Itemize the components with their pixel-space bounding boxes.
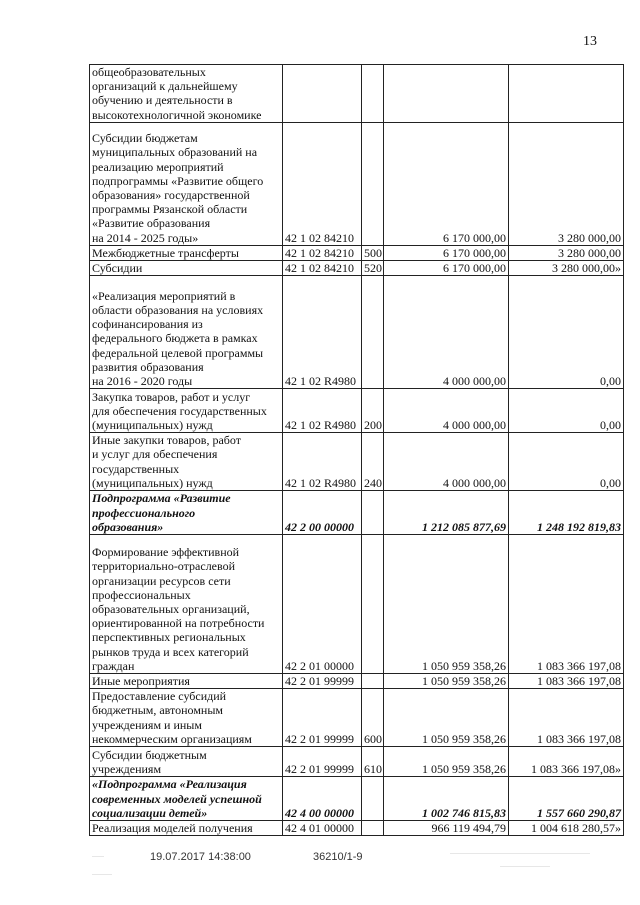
row-name: общеобразовательных организаций к дальнейшему обучению и деятельности в высокотехнологичной экономике	[90, 65, 283, 123]
row-vr-code: 240	[362, 433, 384, 491]
row-sum-second: 1 557 660 290,87	[509, 777, 624, 821]
row-name: Иные закупки товаров, работ и услуг для обеспечения государственных (муниципальных) нужд	[90, 433, 283, 491]
row-csr-code	[283, 65, 362, 123]
row-sum-second: 0,00	[509, 276, 624, 389]
row-sum-second: 1 083 366 197,08»	[509, 747, 624, 777]
row-vr-code	[362, 674, 384, 689]
table-row	[90, 674, 624, 689]
scan-smudge	[450, 853, 590, 854]
row-vr-code: 520	[362, 261, 384, 276]
row-sum-second: 3 280 000,00	[509, 245, 624, 260]
row-sum-first: 1 050 959 358,26	[384, 674, 509, 689]
row-sum-first: 1 002 746 815,83	[384, 777, 509, 821]
row-name: Формирование эффективной территориально-отраслевой организации ресурсов сети профессиональных образовательных организаций, ориентированной на потребности перспективных региональных рынков труда и всех категорий граждан	[90, 535, 283, 674]
table-row	[90, 535, 624, 674]
table-row	[90, 276, 624, 389]
row-csr-code: 42 2 01 99999	[283, 747, 362, 777]
row-vr-code	[362, 821, 384, 836]
row-sum-second: 1 083 366 197,08	[509, 535, 624, 674]
row-sum-second: 1 083 366 197,08	[509, 689, 624, 747]
row-csr-code: 42 4 00 00000	[283, 777, 362, 821]
row-vr-code	[362, 535, 384, 674]
row-sum-second: 3 280 000,00»	[509, 261, 624, 276]
row-csr-code: 42 1 02 R4980	[283, 389, 362, 433]
scan-smudge	[500, 866, 550, 867]
row-csr-code: 42 2 01 99999	[283, 674, 362, 689]
row-sum-first: 4 000 000,00	[384, 389, 509, 433]
row-name: Межбюджетные трансферты	[90, 245, 283, 260]
table-row	[90, 122, 624, 245]
row-sum-first: 6 170 000,00	[384, 245, 509, 260]
budget-table-body	[90, 65, 624, 836]
row-sum-second: 1 083 366 197,08	[509, 674, 624, 689]
table-row	[90, 245, 624, 260]
row-csr-code: 42 2 01 00000	[283, 535, 362, 674]
row-vr-code: 600	[362, 689, 384, 747]
scan-smudge	[92, 856, 104, 857]
row-name: Иные мероприятия	[90, 674, 283, 689]
table-row	[90, 65, 624, 123]
row-sum-second	[509, 65, 624, 123]
row-vr-code	[362, 65, 384, 123]
row-name: Реализация моделей получения	[90, 821, 283, 836]
table-row	[90, 747, 624, 777]
table-row	[90, 491, 624, 535]
row-sum-first: 1 050 959 358,26	[384, 689, 509, 747]
row-sum-first: 1 050 959 358,26	[384, 747, 509, 777]
row-name: Субсидии бюджетам муниципальных образований на реализацию мероприятий подпрограммы «Развитие общего образования» государственной программы Рязанской области «Развитие образования на 2014 - 2025 годы»	[90, 122, 283, 245]
row-sum-first: 966 119 494,79	[384, 821, 509, 836]
row-csr-code: 42 1 02 84210	[283, 122, 362, 245]
row-vr-code	[362, 777, 384, 821]
row-sum-first: 1 212 085 877,69	[384, 491, 509, 535]
row-vr-code	[362, 276, 384, 389]
row-name: «Реализация мероприятий в области образования на условиях софинансирования из федерального бюджета в рамках федеральной целевой программы развития образования на 2016 - 2020 годы	[90, 276, 283, 389]
row-name: Закупка товаров, работ и услуг для обеспечения государственных (муниципальных) нужд	[90, 389, 283, 433]
scan-smudge	[92, 874, 112, 875]
row-sum-second: 0,00	[509, 433, 624, 491]
table-row	[90, 261, 624, 276]
row-vr-code	[362, 122, 384, 245]
row-name: Предоставление субсидий бюджетным, автономным учреждениям и иным некоммерческим организациям	[90, 689, 283, 747]
row-sum-second: 1 248 192 819,83	[509, 491, 624, 535]
row-csr-code: 42 4 01 00000	[283, 821, 362, 836]
row-sum-first: 4 000 000,00	[384, 276, 509, 389]
table-row	[90, 389, 624, 433]
row-sum-second: 0,00	[509, 389, 624, 433]
row-name: Подпрограмма «Развитие профессионального образования»	[90, 491, 283, 535]
row-csr-code: 42 1 02 84210	[283, 245, 362, 260]
table-row	[90, 777, 624, 821]
page-number: 13	[583, 34, 597, 49]
row-sum-second: 3 280 000,00	[509, 122, 624, 245]
footer-datetime: 19.07.2017 14:38:00	[150, 851, 251, 863]
row-sum-first	[384, 65, 509, 123]
table-row	[90, 433, 624, 491]
row-vr-code	[362, 491, 384, 535]
row-name: Субсидии	[90, 261, 283, 276]
row-vr-code: 500	[362, 245, 384, 260]
row-csr-code: 42 1 02 R4980	[283, 276, 362, 389]
row-sum-first: 6 170 000,00	[384, 122, 509, 245]
row-sum-first: 4 000 000,00	[384, 433, 509, 491]
row-name: Субсидии бюджетным учреждениям	[90, 747, 283, 777]
table-row	[90, 821, 624, 836]
footer-doc-code: 36210/1-9	[313, 851, 363, 863]
row-sum-first: 6 170 000,00	[384, 261, 509, 276]
row-sum-first: 1 050 959 358,26	[384, 535, 509, 674]
row-csr-code: 42 2 00 00000	[283, 491, 362, 535]
row-vr-code: 200	[362, 389, 384, 433]
row-csr-code: 42 2 01 99999	[283, 689, 362, 747]
table-row	[90, 689, 624, 747]
row-csr-code: 42 1 02 R4980	[283, 433, 362, 491]
row-name: «Подпрограмма «Реализация современных моделей успешной социализации детей»	[90, 777, 283, 821]
row-vr-code: 610	[362, 747, 384, 777]
row-csr-code: 42 1 02 84210	[283, 261, 362, 276]
budget-table	[89, 64, 624, 836]
row-sum-second: 1 004 618 280,57»	[509, 821, 624, 836]
